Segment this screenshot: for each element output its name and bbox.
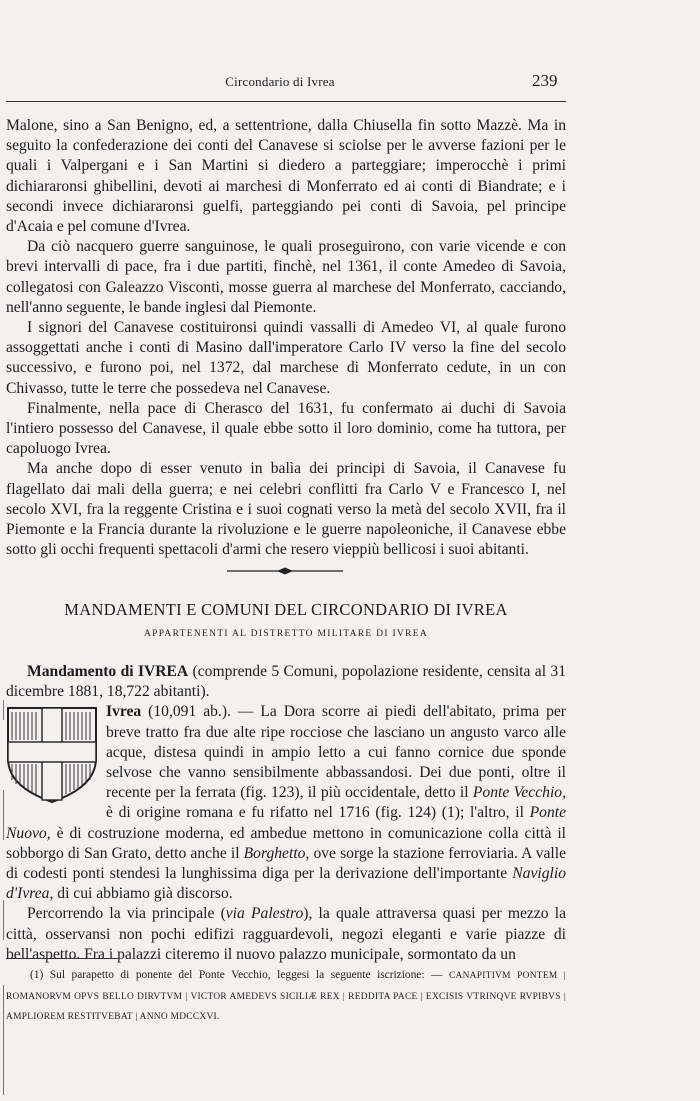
footnote-inscription: CANAPITIVM PONTEM | ROMANORVM OPVS BELLO DIRVTVM | VICTOR AMEDEVS SICILIÆ REX | REDDITA PACE | EXCISIS VTRINQVE RVPIBVS | AMPLIOREM RESTITVEBAT | ANNO MDCCXVI. [6,971,566,1022]
ivrea-paragraph: Ivrea (10,091 ab.). — La Dora scorre ai piedi dell'abitato, prima per breve tratto fra due alte ripe rocciose che lasciano un angusto varco alle acque, distesa quindi in ampio letto a cui fanno cornice due sponde selvose che vanno sensibilmente abbassandosi. Dei due ponti, oltre il recente per la ferrata (fig. 123), il più occidentale, detto il Ponte Vecchio, è di origine romana e fu rifatto nel 1716 (fig. 124) (1); l'altro, il Ponte Nuovo, è di costruzione moderna, ed ambedue mettono in comunicazione colla città il sobborgo di San Grato, detto anche il Borghetto, ove sorge la stazione ferroviaria. A valle di codesti ponti stendesi la lunghissima diga per la derivazione dell'importante Naviglio d'Ivrea, di cui abbiamo già discorso. [6,703,566,903]
via-palestro-term: via Palestro [225,905,304,923]
ivrea-heading: Ivrea [106,703,142,721]
margin-mark [3,700,4,720]
page-number: 239 [532,71,558,90]
margin-mark [3,985,4,1095]
paragraph: Malone, sino a San Benigno, ed, a settentrione, dalla Chiusella fin sotto Mazzè. Ma in seguito la confederazione dei conti del Canavese si sciolse per le avverse fazioni per le quali i Valpergani e i San Martini si diedero a parteggiare; imperocchè i primi dichiararonsi ghibellini, devoti ai marchesi di Monferrato ed ai conti di Biandrate; e i secondi invece dichiararonsi guelfi, parteggiando pei conti di Savoia, pel principe d'Acaia e pel comune d'Ivrea. [6,117,566,236]
paragraph: Ma anche dopo di esser venuto in balìa dei principi di Savoia, il Canavese fu flagellato dai mali della guerra; e nei celebri conflitti fra Carlo V e Francesco I, nel secolo XVI, fra la reggente Cristina e i suoi cognati verso la metà del secolo XVII, fra il Piemonte e la Francia durante la rivoluzione e le guerre napoleoniche, il Canavese ebbe sotto gli occhi frequenti spettacoli d'armi che resero vieppiù bellicosi i suoi abitanti. [6,460,566,559]
margin-mark [3,790,4,840]
ivrea-text [6,662,566,965]
section-subtitle: APPARTENENTI AL DISTRETTO MILITARE DI IVREA [143,629,429,639]
ponte-vecchio-term: Ponte Vecchio [472,784,563,802]
footnote-rule [6,958,118,959]
naviglio-term: Naviglio d'Ivrea [6,865,566,903]
margin-mark [3,900,4,940]
paragraph: Da ciò nacquero guerre sanguinose, le quali proseguirono, con varie vicende e con brevi intervalli di pace, fra i due partiti, finchè, nel 1361, il conte Amedeo di Savoia, collegatosi con Galeazzo Visconti, mosse guerra al marchese del Monferrato, cacciando, nell'anno seguente, le bande inglesi dal Piemonte. [6,238,566,316]
section-title: MANDAMENTI E COMUNI DEL CIRCONDARIO DI IVREA [64,600,508,619]
mandamento-label: Mandamento di IVREA [27,663,189,680]
ponte-nuovo-term: Ponte Nuovo [6,804,566,842]
history-text [6,116,566,560]
header-rule [6,101,566,102]
section-separator-ornament [227,566,343,576]
borghetto-term: Borghetto [243,844,306,862]
footnote-lead: (1) Sul parapetto di ponente del Ponte Vecchio, leggesi la seguente iscrizione: — [30,969,449,981]
mandamento-text: (comprende 5 Comuni, popolazione residente, censita al 31 dicembre 1881, 18,722 abitanti). [6,663,566,701]
paragraph: I signori del Canavese costituironsi quindi vassalli di Amedeo VI, al quale furono assoggettati anche i conti di Masino dall'imperatore Carlo IV verso la fine del secolo successivo, e furono poi, nel 1372, dal marchese di Monferrato cedute, in un con Chivasso, tutte le terre che possedeva nel Canavese. [6,319,566,397]
percorrendo-paragraph: Percorrendo la via principale (via Palestro), la quale attraversa quasi per mezzo la città, osservansi non pochi edifizi ragguardevoli, negozi eleganti e varie piazze di bell'aspetto. Fra i palazzi citeremo il nuovo palazzo municipale, sormontato da un [6,905,566,963]
footnote [6,966,566,1028]
paragraph: Finalmente, nella pace di Cherasco del 1631, fu confermato ai duchi di Savoia l'intiero possesso del Canavese, il quale ebbe sotto il loro dominio, come ha tuttora, per capoluogo Ivrea. [6,399,566,458]
ivrea-coat-of-arms-icon [6,706,98,804]
running-header-title: Circondario di Ivrea [225,74,335,89]
mandamento-paragraph [6,662,566,702]
